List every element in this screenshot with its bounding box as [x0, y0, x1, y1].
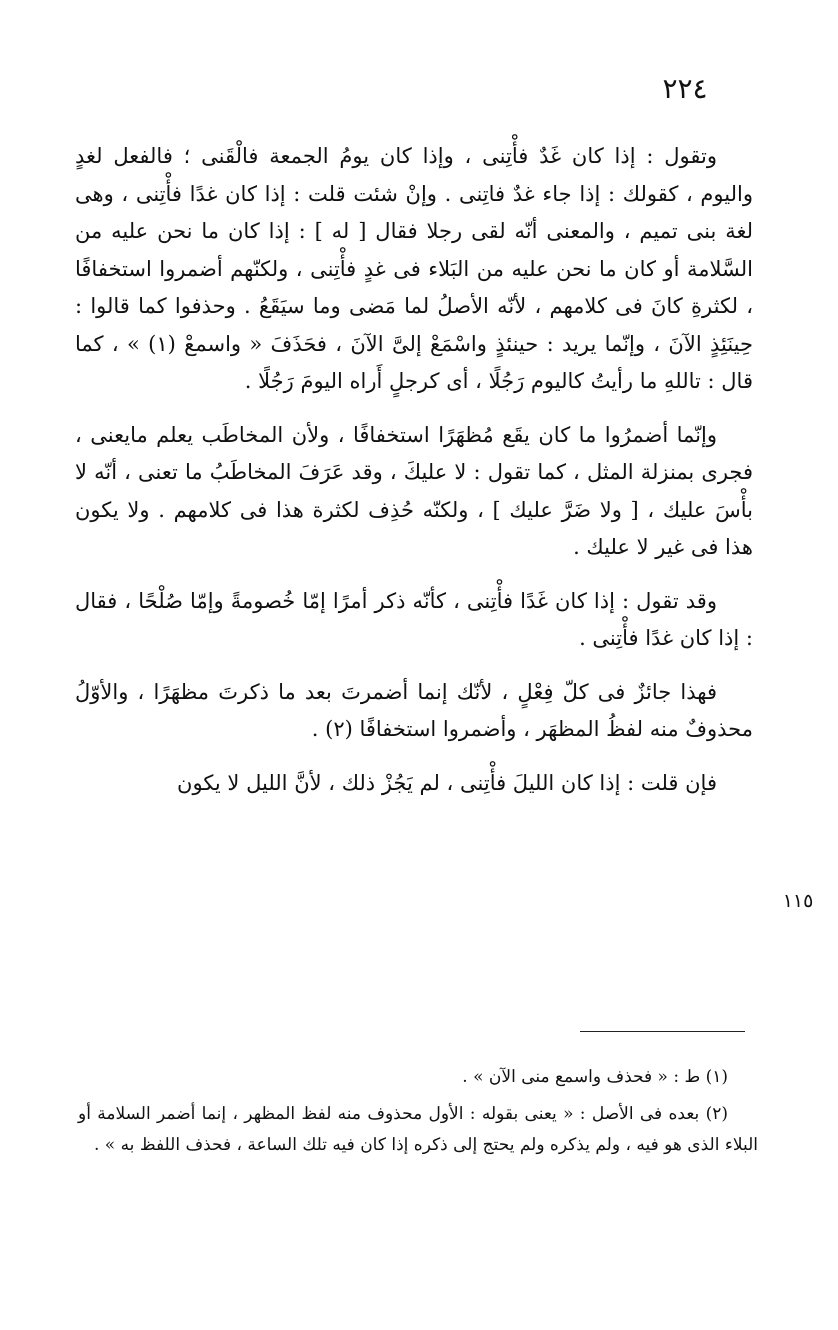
paragraph-3: وقد تقول : إذا كان غَدًا فأْتِنى ، كأنّه ذكر أمرًا إمّا خُصومةً وإمّا صُلْحًا ، فقال : إذا كان غدًا فأْتِنى .	[75, 588, 753, 650]
margin-page-reference: ١١٥	[782, 890, 814, 912]
paragraph-4: فهذا جائزٌ فى كلّ فِعْلٍ ، لأنّك إنما أضمرتَ بعد ما ذكرتَ مظهَرًا ، والأوّلُ محذوفٌ منه لفظُ المظهَر ، وأضمروا استخفافًا (٢) .	[75, 679, 753, 741]
footnote-1: (١) ط : « فحذف واسمع منى الآن » .	[462, 1067, 728, 1087]
main-text	[75, 138, 753, 818]
footnote-2: (٢) بعده فى الأصل : « يعنى بقوله : الأول محذوف منه لفظ المظهر ، إنما أضمر السلامة أو البلاء الذى هو فيه ، ولم يذكره ولم يحتج إلى ذكره إذا كان فيه تلك الساعة ، فحذف اللفظ به » .	[78, 1104, 758, 1155]
page-number: ٢٢٤	[662, 72, 708, 105]
footnotes	[78, 1062, 758, 1167]
paragraph-1: وتقول : إذا كان غَدٌ فأْتِنى ، وإذا كان يومُ الجمعة فالْقَنى ؛ فالفعل لغدٍ واليوم ، كقولك : إذا جاء غدٌ فاتِنى . وإنْ شئت قلت : إذا كان غدًا فأْتِنى ، وهى لغة بنى تميم ، والمعنى أنّه لقى رجلا فقال [ له ] : إذا كان ما نحن عليه من السَّلامة أو كان ما نحن عليه من البَلاء فى غدٍ فأْتِنى ، ولكنّهم أضمروا استخفافًا ، لكثرةِ كانَ فى كلامهم ، لأنّه الأصلُ لما مَضى وما سيَقَعُ . وحذفوا كما قالوا : حِينَئِذٍ الآنَ ، وإنّما يريد : حينئذٍ واسْمَعْ إلىَّ الآنَ ، فحَذَفَ « واسمعْ (١) » ، كما قال : تاللهِ ما رأيتُ كاليوم رَجُلًا ، أى كرجلٍ أَراه اليومَ رَجُلًا .	[75, 144, 753, 393]
paragraph-2: وإنّما أضمرُوا ما كان يقَع مُظهَرًا استخفافًا ، ولأن المخاطَب يعلم مايعنى ، فجرى بمنزلة المثل ، كما تقول : لا عليكَ ، وقد عَرَفَ المخاطَبُ ما تعنى ، أنّه لا بأْسَ عليك ، [ ولا ضَرَّ عليك ] ، ولكنّه حُذِف لكثرة هذا فى كلامهم . ولا يكون هذا فى غير لا عليك .	[75, 422, 753, 559]
footnote-divider	[580, 1031, 745, 1032]
paragraph-5: فإن قلت : إذا كان الليلَ فأْتِنى ، لم يَجُزْ ذلك ، لأنَّ الليل لا يكون	[177, 770, 717, 795]
